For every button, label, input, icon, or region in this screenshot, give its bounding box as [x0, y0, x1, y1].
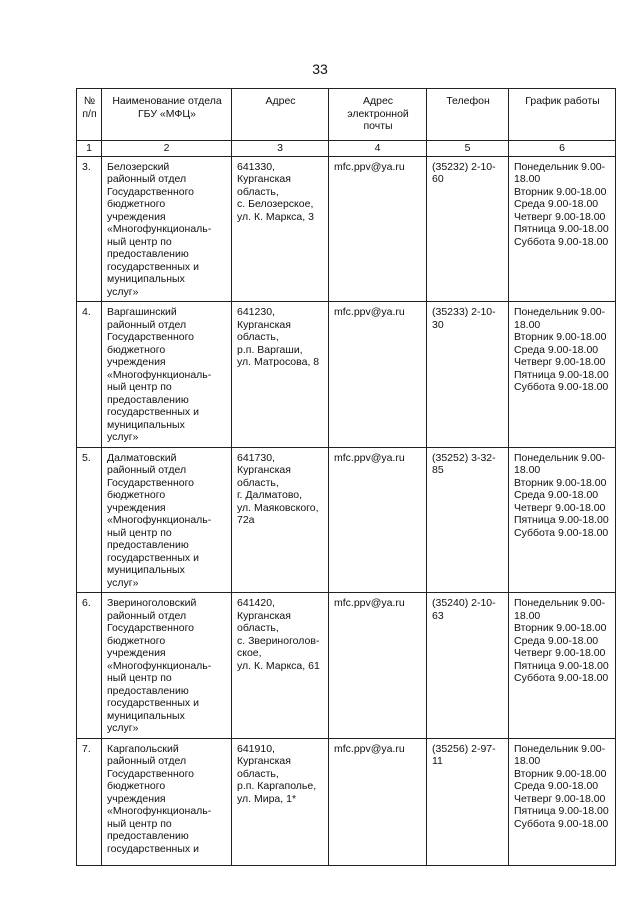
table-body — [77, 156, 616, 865]
schedule-cell — [509, 302, 616, 448]
row-number-cell: 6. — [77, 593, 102, 739]
column-number: 5 — [427, 141, 509, 157]
schedule-line: Пятница 9.00-18.00 — [514, 514, 609, 526]
page-number: 33 — [312, 61, 328, 77]
schedule-line: Суббота 9.00-18.00 — [514, 235, 609, 248]
schedule-line: Пятница 9.00-18.00 — [514, 368, 609, 381]
schedule-line: Четверг 9.00-18.00 — [514, 792, 606, 805]
schedule-line: Среда 9.00-18.00 — [514, 489, 599, 501]
schedule-line: Вторник 9.00-18.00 — [514, 476, 607, 489]
schedule-line: Четверг 9.00-18.00 — [514, 356, 606, 368]
schedule-line: Пятница 9.00-18.00 — [514, 223, 609, 235]
email-cell: mfc.ppv@ya.ru — [329, 156, 427, 302]
schedule-line: Понедельник 9.00- 18.00 — [514, 597, 606, 622]
header-phone: Телефон — [427, 89, 509, 141]
schedule-line: Вторник 9.00-18.00 — [514, 767, 607, 780]
column-number: 1 — [77, 141, 102, 157]
schedule-line: Четверг 9.00-18.00 — [514, 501, 606, 514]
address-cell: 641910, Курганская область, р.п. Каргаполье, ул. Мира, 1* — [232, 738, 329, 865]
schedule-line: Среда 9.00-18.00 — [514, 343, 599, 356]
header-name: Наименование отдела ГБУ «МФЦ» — [102, 89, 232, 141]
phone-cell: (35256) 2-97- 11 — [427, 738, 509, 865]
schedule-line: Вторник 9.00-18.00 — [514, 622, 607, 634]
header-email: Адрес электронной почты — [329, 89, 427, 141]
schedule-line: Четверг 9.00-18.00 — [514, 210, 606, 223]
mfc-departments-table — [76, 88, 616, 866]
column-number-row — [77, 141, 616, 157]
email-cell: mfc.ppv@ya.ru — [329, 302, 427, 448]
row-number-cell: 4. — [77, 302, 102, 448]
schedule-line: Суббота 9.00-18.00 — [514, 526, 609, 539]
department-name-cell: Каргапольский районный отдел Государственного бюджетного учреждения «Многофункциональ- ный центр по предоставлению государственных и — [102, 738, 232, 865]
department-name-cell: Белозерский районный отдел Государственного бюджетного учреждения «Многофункциональ- ный центр по предоставлению государственных и муниципальных услуг» — [102, 156, 232, 302]
row-number-cell: 7. — [77, 738, 102, 865]
schedule-cell — [509, 447, 616, 593]
schedule-line: Среда 9.00-18.00 — [514, 780, 599, 792]
address-cell: 641230, Курганская область, р.п. Варгаши, ул. Матросова, 8 — [232, 302, 329, 448]
table-row — [77, 593, 616, 739]
schedule-line: Понедельник 9.00- 18.00 — [514, 306, 606, 331]
schedule-line: Понедельник 9.00- 18.00 — [514, 451, 606, 476]
schedule-line: Четверг 9.00-18.00 — [514, 647, 606, 659]
address-cell: 641330, Курганская область, с. Белозерское, ул. К. Маркса, 3 — [232, 156, 329, 302]
phone-cell: (35240) 2-10- 63 — [427, 593, 509, 739]
address-cell: 641730, Курганская область, г. Далматово, ул. Маяковского, 72а — [232, 447, 329, 593]
phone-cell: (35233) 2-10- 30 — [427, 302, 509, 448]
header-address: Адрес — [232, 89, 329, 141]
phone-cell: (35232) 2-10- 60 — [427, 156, 509, 302]
schedule-cell — [509, 593, 616, 739]
schedule-line: Вторник 9.00-18.00 — [514, 185, 607, 198]
table-row — [77, 302, 616, 448]
row-number-cell: 5. — [77, 447, 102, 593]
table-row — [77, 738, 616, 865]
schedule-line: Вторник 9.00-18.00 — [514, 331, 607, 343]
schedule-line: Суббота 9.00-18.00 — [514, 817, 609, 830]
schedule-cell — [509, 156, 616, 302]
table-row — [77, 156, 616, 302]
column-number: 2 — [102, 141, 232, 157]
schedule-line: Пятница 9.00-18.00 — [514, 659, 609, 672]
column-number: 4 — [329, 141, 427, 157]
header-schedule: График работы — [509, 89, 616, 141]
schedule-cell — [509, 738, 616, 865]
schedule-line: Пятница 9.00-18.00 — [514, 805, 609, 817]
schedule-line: Понедельник 9.00- 18.00 — [514, 160, 606, 185]
phone-cell: (35252) 3-32- 85 — [427, 447, 509, 593]
schedule-line: Понедельник 9.00- 18.00 — [514, 742, 606, 767]
schedule-line: Суббота 9.00-18.00 — [514, 672, 609, 684]
address-cell: 641420, Курганская область, с. Звериноголов- ское, ул. К. Маркса, 61 — [232, 593, 329, 739]
email-cell: mfc.ppv@ya.ru — [329, 447, 427, 593]
schedule-line: Среда 9.00-18.00 — [514, 634, 599, 647]
department-name-cell: Далматовский районный отдел Государственного бюджетного учреждения «Многофункциональ- ный центр по предоставлению государственных и муниципальных услуг» — [102, 447, 232, 593]
email-cell: mfc.ppv@ya.ru — [329, 738, 427, 865]
header-num: № п/п — [77, 89, 102, 141]
schedule-line: Среда 9.00-18.00 — [514, 198, 599, 210]
schedule-line: Суббота 9.00-18.00 — [514, 381, 609, 393]
column-number: 6 — [509, 141, 616, 157]
email-cell: mfc.ppv@ya.ru — [329, 593, 427, 739]
row-number-cell: 3. — [77, 156, 102, 302]
table-header-row — [77, 89, 616, 141]
table-row — [77, 447, 616, 593]
column-number: 3 — [232, 141, 329, 157]
department-name-cell: Варгашинский районный отдел Государственного бюджетного учреждения «Многофункциональ- ный центр по предоставлению государственных и муниципальных услуг» — [102, 302, 232, 448]
department-name-cell: Звериноголовский районный отдел Государственного бюджетного учреждения «Многофункциональ- ный центр по предоставлению государственных и муниципальных услуг» — [102, 593, 232, 739]
